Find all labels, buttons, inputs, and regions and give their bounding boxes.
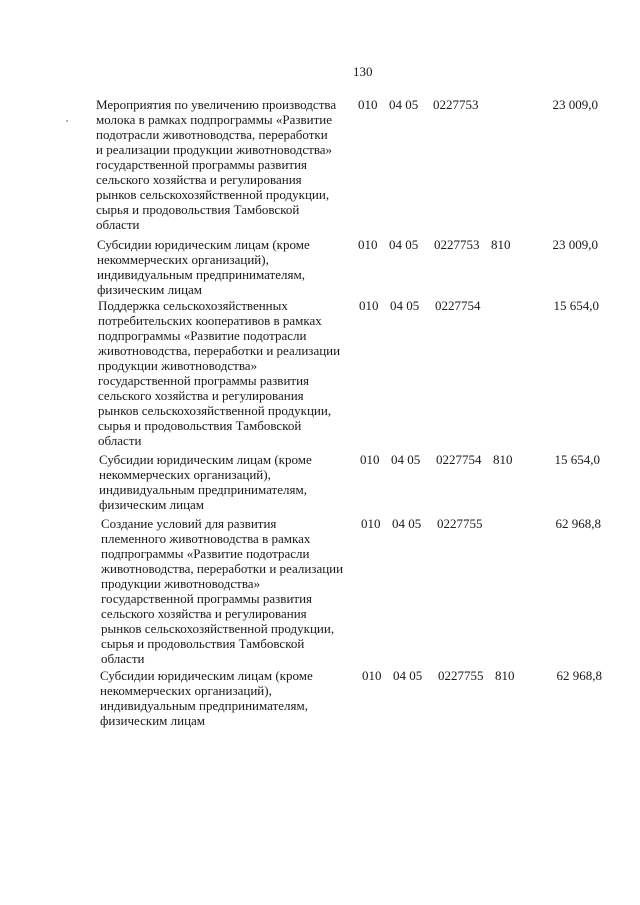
expense-type-code: 810 xyxy=(493,452,513,467)
section-code: 04 05 xyxy=(389,97,419,112)
row-amount: 23 009,0 xyxy=(552,237,598,252)
row-amount: 23 009,0 xyxy=(552,97,598,112)
target-article-code: 0227753 xyxy=(434,237,480,252)
section-code: 04 05 xyxy=(391,452,421,467)
row-description: Субсидии юридическим лицам (кроме некоммерческих организаций), индивидуальным предпринимателям, физическим лицам xyxy=(97,237,310,297)
expense-type-code: 810 xyxy=(491,237,511,252)
target-article-code: 0227754 xyxy=(435,298,481,313)
section-code: 04 05 xyxy=(390,298,420,313)
page-number: 130 xyxy=(353,64,373,79)
row-description: Субсидии юридическим лицам (кроме некоммерческих организаций), индивидуальным предпринимателям, физическим лицам xyxy=(100,668,313,728)
ministry-code: 010 xyxy=(362,668,382,683)
row-description: Субсидии юридическим лицам (кроме некоммерческих организаций), индивидуальным предпринимателям, физическим лицам xyxy=(99,452,312,512)
row-description: Поддержка сельскохозяйственных потребительских кооперативов в рамках подпрограммы «Развитие подотрасли животноводства, переработки и реализации продукции животноводства» государственной программы развития сельского хозяйства и регулирования рынков сельскохозяйственной продукции, сырья и продовольствия Тамбовской области xyxy=(98,298,341,448)
row-description: Мероприятия по увеличению производства молока в рамках подпрограммы «Развитие подотрасли животноводства, переработки и реализации продукции животноводства» государственной программы развития сельского хозяйства и регулирования рынков сельскохозяйственной продукции, сырья и продовольствия Тамбовской области xyxy=(96,97,337,232)
section-code: 04 05 xyxy=(389,237,419,252)
scan-speck xyxy=(66,120,68,122)
section-code: 04 05 xyxy=(392,516,422,531)
row-amount: 15 654,0 xyxy=(553,298,599,313)
ministry-code: 010 xyxy=(358,237,378,252)
target-article-code: 0227755 xyxy=(437,516,483,531)
row-amount: 62 968,8 xyxy=(555,516,601,531)
row-amount: 62 968,8 xyxy=(556,668,602,683)
ministry-code: 010 xyxy=(359,298,379,313)
section-code: 04 05 xyxy=(393,668,423,683)
expense-type-code: 810 xyxy=(495,668,515,683)
target-article-code: 0227753 xyxy=(433,97,479,112)
ministry-code: 010 xyxy=(360,452,380,467)
row-amount: 15 654,0 xyxy=(554,452,600,467)
ministry-code: 010 xyxy=(361,516,381,531)
target-article-code: 0227755 xyxy=(438,668,484,683)
target-article-code: 0227754 xyxy=(436,452,482,467)
row-description: Создание условий для развития племенного животноводства в рамках подпрограммы «Развитие подотрасли животноводства, переработки и реализации продукции животноводства» государственной программы развития сельского хозяйства и регулирования рынков сельскохозяйственной продукции, сырья и продовольствия Тамбовской области xyxy=(101,516,344,666)
ministry-code: 010 xyxy=(358,97,378,112)
